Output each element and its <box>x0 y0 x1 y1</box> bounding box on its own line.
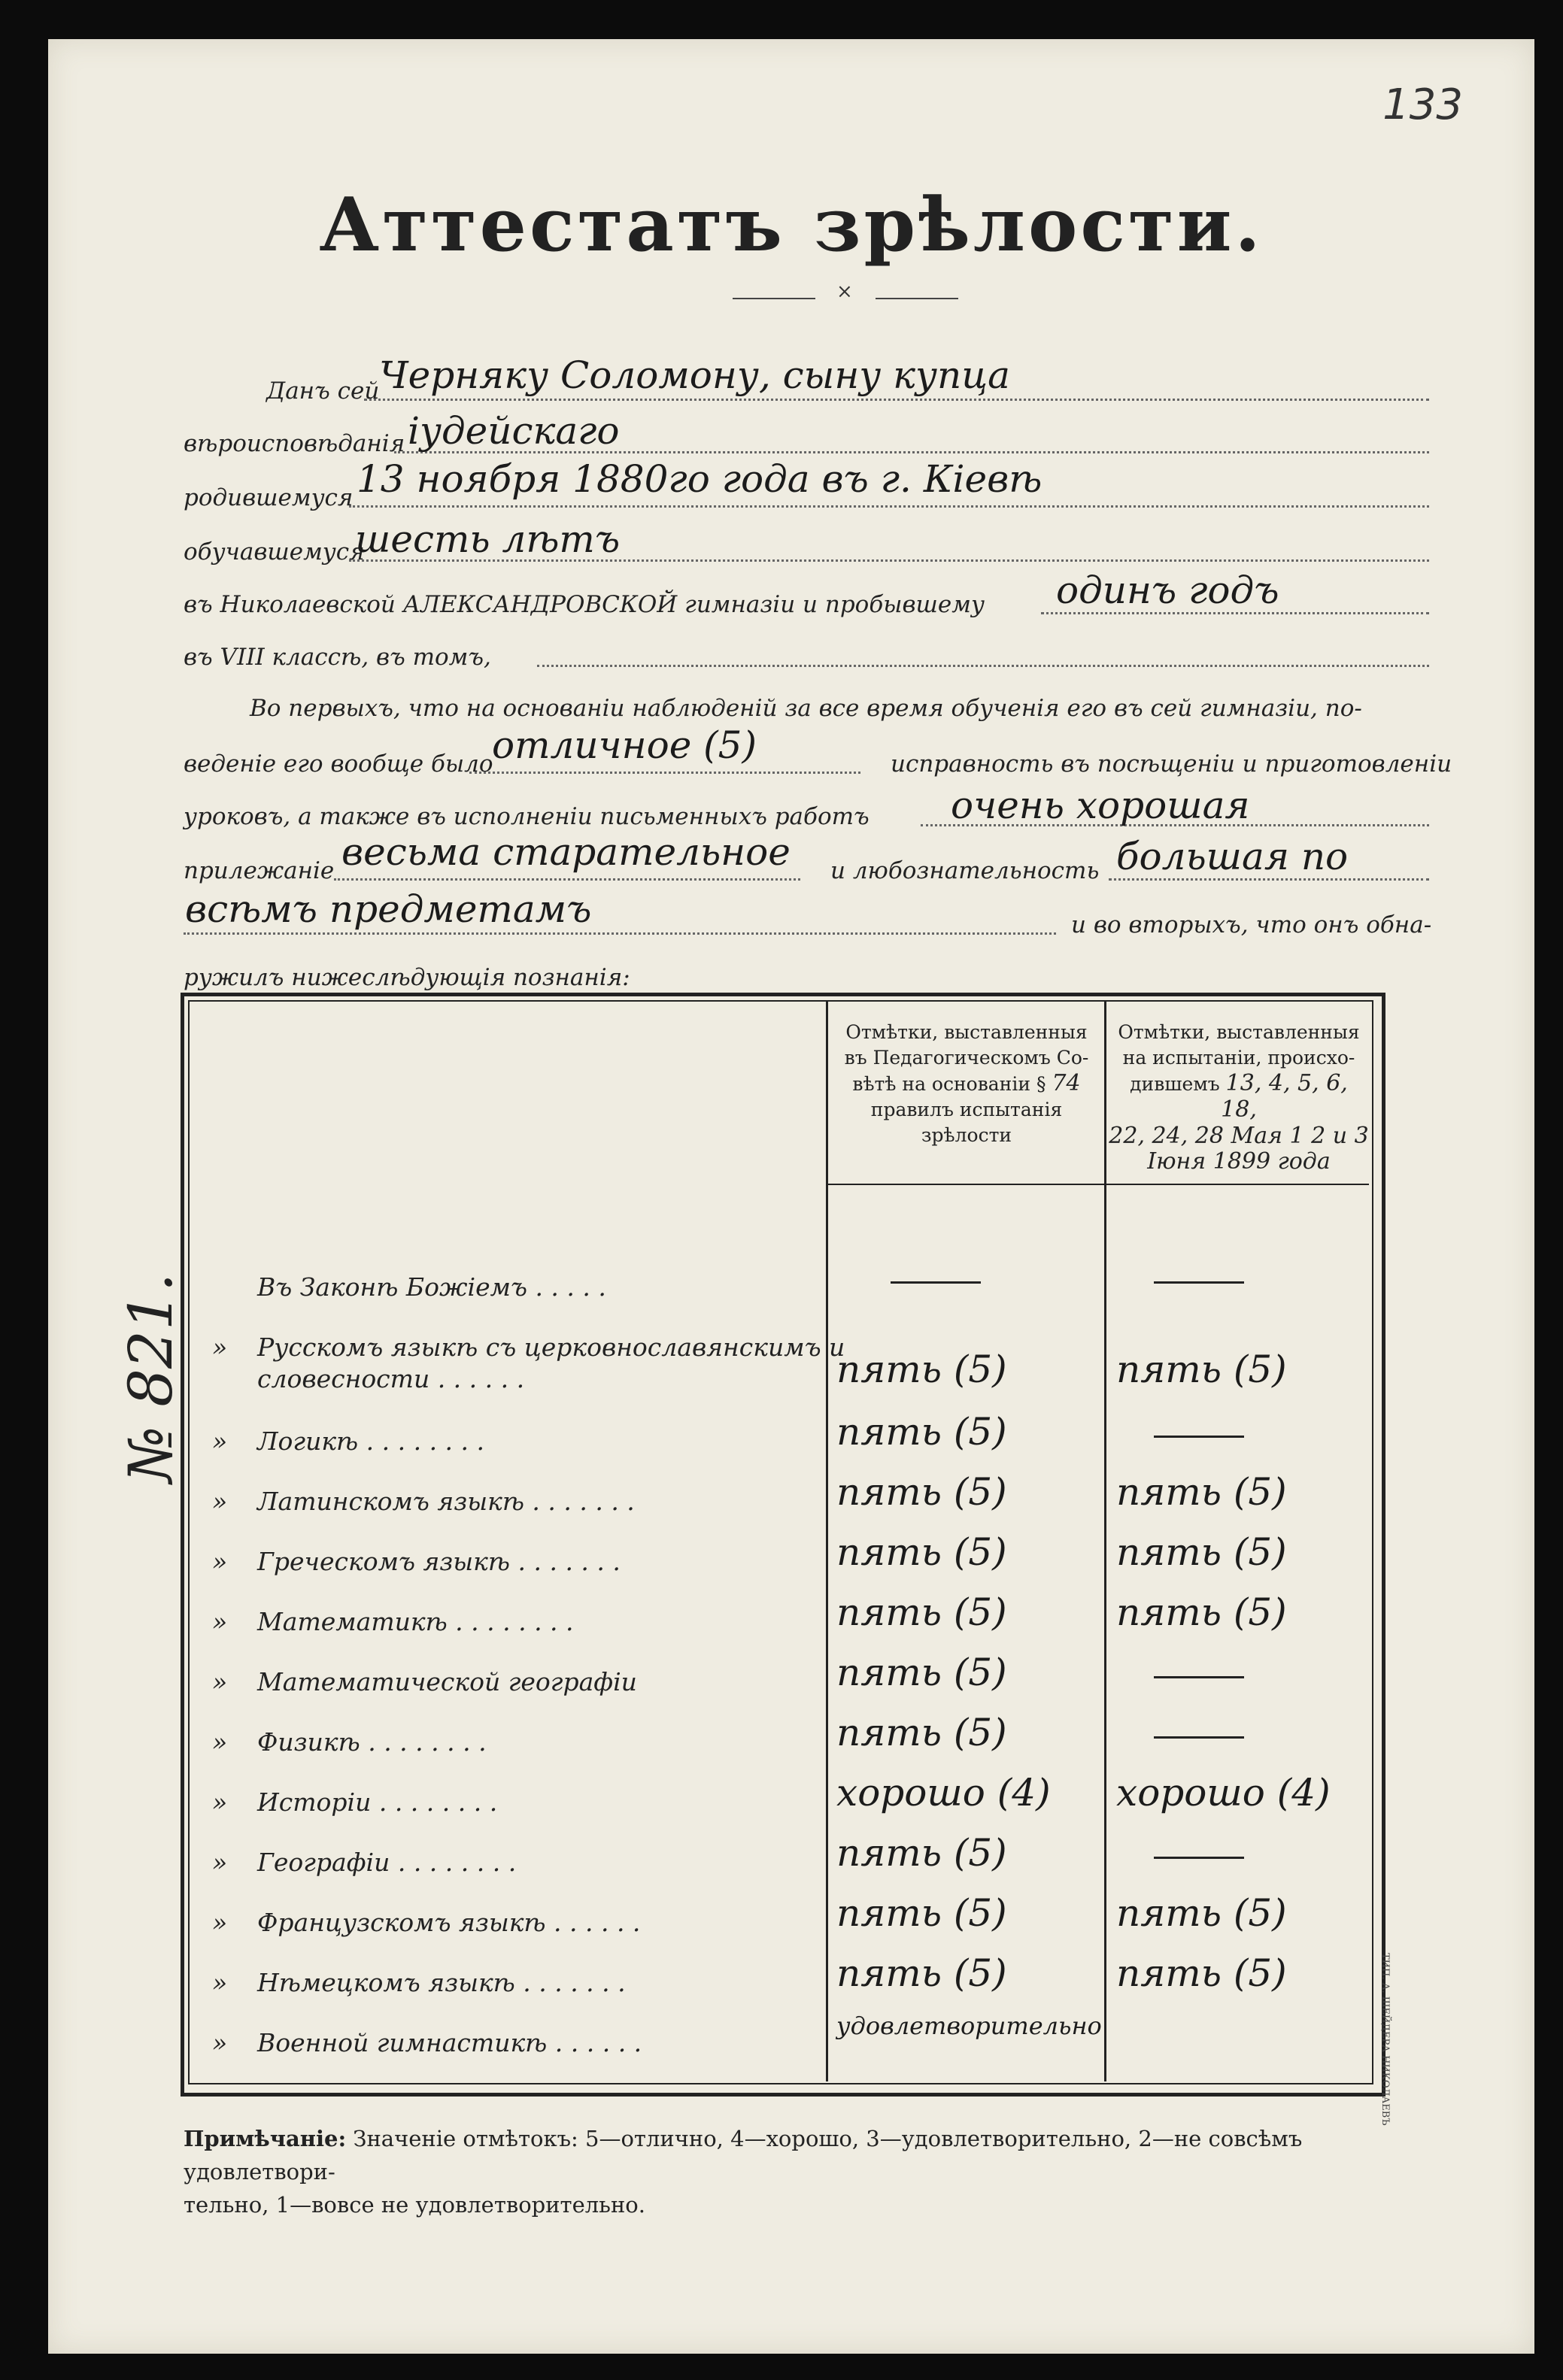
ditto-mark: » <box>212 1332 228 1362</box>
subject-name: Исторіи . . . . . . . . <box>257 1787 498 1817</box>
title-ornament <box>733 280 958 306</box>
subject-label <box>212 2028 642 2057</box>
exam-mark: пять (5) <box>1116 1348 1287 1391</box>
exam-mark-dash <box>1154 1736 1244 1739</box>
exam-dates-hand: 13, 4, 5, 6, 18, <box>1221 1070 1348 1123</box>
curiosity-grade-cont: всѣмъ предметамъ <box>185 887 592 931</box>
subject-name: Латинскомъ языкѣ . . . . . . . <box>257 1487 635 1516</box>
header-col3-line: на испытаніи, происхо- <box>1122 1047 1355 1069</box>
exam-mark: пять (5) <box>1116 1590 1287 1634</box>
header-col2-line: въ Педагогическомъ Со- <box>844 1047 1089 1069</box>
printer-imprint: ТИП. А. ШЕЙДЕРА НИКОЛАЕВЪ <box>1379 1953 1391 2126</box>
ditto-mark: » <box>212 1968 228 1997</box>
conduct-grade: отличное (5) <box>492 723 757 767</box>
field-value-years: шесть лѣтъ <box>355 517 621 561</box>
council-mark-dash <box>891 1281 981 1284</box>
field-value-birth: 13 ноября 1880го года въ г. Кіевѣ <box>357 457 1043 501</box>
fill-conduct <box>469 772 860 774</box>
field-value-name: Черняку Соломону, сыну купца <box>379 353 1010 397</box>
field-label-studied: обучавшемуся <box>184 538 365 565</box>
fill-diligence <box>334 878 800 881</box>
field-label-given: Данъ сей <box>266 377 380 405</box>
subject-label <box>212 1848 516 1877</box>
ditto-mark: » <box>212 2028 228 2057</box>
subject-name: Географіи . . . . . . . . <box>257 1848 517 1877</box>
fill-line-3 <box>349 505 1429 508</box>
field-label-religion: вѣроисповѣданія <box>184 430 405 457</box>
header-col2-line: вѣтѣ на основаніи § 74 <box>852 1070 1081 1096</box>
grading-note <box>184 2122 1432 2221</box>
curiosity-grade: большая по <box>1116 835 1349 878</box>
paragraph-line-3a: уроковъ, а также въ исполненіи письменныхъ работъ <box>184 803 870 830</box>
subject-label <box>212 1332 845 1362</box>
ditto-mark: » <box>212 1667 228 1696</box>
exam-mark: пять (5) <box>1116 1470 1287 1514</box>
council-mark: пять (5) <box>836 1651 1007 1694</box>
paragraph-line-2a: веденіе его вообще было <box>184 750 493 778</box>
subject-label <box>212 1727 487 1757</box>
subject-name: Русскомъ языкѣ съ церковнославянскимъ и <box>257 1332 845 1362</box>
council-mark: пять (5) <box>836 1711 1007 1754</box>
field-value-religion: іудейскаго <box>408 409 620 453</box>
paragraph-line-1: Во первыхъ, что на основаніи наблюденій за все время обученія его въ сей гимназіи, по- <box>250 695 1362 722</box>
ditto-mark: » <box>212 1787 228 1817</box>
registration-number: № 821. <box>116 1272 186 1483</box>
subject-label <box>212 1908 640 1937</box>
note-text: Значеніе отмѣтокъ: 5—отлично, 4—хорошо, 3—удовлетворительно, 2—не совсѣмъ удовлетвори- <box>184 2126 1303 2184</box>
fill-line-5 <box>1041 612 1429 614</box>
exam-mark: хорошо (4) <box>1116 1771 1331 1815</box>
council-mark: пять (5) <box>836 1348 1007 1391</box>
ditto-mark: » <box>212 1426 228 1456</box>
exam-mark-dash <box>1154 1281 1244 1284</box>
header-col3-line: дившемъ 13, 4, 5, 6, 18, <box>1130 1070 1348 1123</box>
subject-name: Математикѣ . . . . . . . . <box>257 1607 574 1636</box>
subject-label <box>212 1487 635 1516</box>
council-mark: удовлетворительно <box>836 2012 1102 2040</box>
fill-line-1 <box>364 399 1429 401</box>
subject-label <box>212 1426 484 1456</box>
paragraph-line-2b: исправность въ посѣщеніи и приготовленіи <box>891 750 1452 778</box>
council-mark: пять (5) <box>836 1951 1007 1995</box>
paragraph-line-5b: и во вторыхъ, что онъ обна- <box>1071 911 1432 938</box>
exam-mark: пять (5) <box>1116 1530 1287 1574</box>
header-col3-line: Отмѣтки, выставленныя <box>1118 1021 1360 1043</box>
header-col2-line: зрѣлости <box>921 1124 1012 1146</box>
subject-name: Логикѣ . . . . . . . . <box>257 1426 484 1456</box>
ditto-mark: » <box>212 1848 228 1877</box>
council-mark: пять (5) <box>836 1530 1007 1574</box>
header-col2-line: Отмѣтки, выставленныя <box>845 1021 1088 1043</box>
header-council-marks <box>830 1020 1103 1148</box>
subject-label <box>212 1968 626 1997</box>
paragraph-number-hand: 74 <box>1052 1070 1081 1096</box>
council-mark: пять (5) <box>836 1590 1007 1634</box>
diligence-grade: весьма старательное <box>341 830 791 874</box>
council-mark: пять (5) <box>836 1410 1007 1454</box>
header-exam-marks <box>1109 1020 1369 1175</box>
subject-name: Французскомъ языкѣ . . . . . . <box>257 1908 641 1937</box>
subject-name: Математической географіи <box>257 1667 637 1696</box>
certificate-sheet <box>48 39 1534 2354</box>
ditto-mark: » <box>212 1908 228 1937</box>
exam-mark: пять (5) <box>1116 1891 1287 1935</box>
subject-name-cont: словесности . . . . . . <box>257 1364 525 1393</box>
written-work-grade: очень хорошая <box>951 784 1250 827</box>
subject-label <box>212 1607 574 1636</box>
subject-name: Нѣмецкомъ языкѣ . . . . . . . <box>257 1968 626 1997</box>
page-number: 133 <box>1382 80 1463 129</box>
ditto-mark: » <box>212 1487 228 1516</box>
paragraph-line-4a: прилежаніе <box>184 857 335 884</box>
council-mark: хорошо (4) <box>836 1771 1051 1815</box>
subject-name: Греческомъ языкѣ . . . . . . . <box>257 1547 621 1576</box>
exam-dates-hand: Іюня 1899 года <box>1147 1148 1331 1175</box>
subject-name: Въ Законѣ Божіемъ . . . . . <box>257 1272 606 1302</box>
council-mark: пять (5) <box>836 1891 1007 1935</box>
exam-mark: пять (5) <box>1116 1951 1287 1995</box>
subject-label <box>212 1667 637 1696</box>
subject-name: Военной гимнастикѣ . . . . . . <box>257 2028 642 2057</box>
exam-mark-dash <box>1154 1436 1244 1438</box>
paragraph-line-4b: и любознательность <box>830 857 1100 884</box>
fill-line-6 <box>537 665 1429 667</box>
field-label-gymnasium: въ Николаевской АЛЕКСАНДРОВСКОЙ гимназіи и пробывшему <box>184 591 985 618</box>
field-value-year-count: одинъ годъ <box>1056 568 1279 612</box>
note-heading: Примѣчаніе: <box>184 2126 347 2151</box>
paragraph-line-6: ружилъ нижеслѣдующія познанія: <box>184 964 630 991</box>
field-label-born: родившемуся <box>184 484 354 511</box>
exam-dates-hand: 22, 24, 28 Мая 1 2 и 3 <box>1109 1123 1369 1149</box>
grading-note-line-1 <box>184 2122 1432 2188</box>
exam-mark-dash <box>1154 1676 1244 1678</box>
ornament-cross: × <box>836 280 853 303</box>
ditto-mark: » <box>212 1607 228 1636</box>
header-divider <box>827 1184 1369 1185</box>
exam-mark-dash <box>1154 1857 1244 1859</box>
subject-label <box>212 1547 621 1576</box>
document-title: Аттестатъ зрѣлости. <box>319 182 1264 268</box>
ditto-mark: » <box>212 1547 228 1576</box>
column-divider-2 <box>1104 1002 1106 2081</box>
subject-name: Физикѣ . . . . . . . . <box>257 1727 487 1757</box>
fill-curiosity <box>1109 878 1429 881</box>
subject-label <box>212 1272 606 1302</box>
header-col2-line: правилъ испытанія <box>870 1099 1063 1120</box>
ditto-mark: » <box>212 1727 228 1757</box>
council-mark: пять (5) <box>836 1831 1007 1875</box>
field-label-class: въ VIII классѣ, въ томъ, <box>184 644 491 671</box>
subject-label <box>212 1787 497 1817</box>
fill-curiosity-cont <box>184 932 1056 935</box>
column-divider-1 <box>826 1002 828 2081</box>
council-mark: пять (5) <box>836 1470 1007 1514</box>
grading-note-line-2: тельно, 1—вовсе не удовлетворительно. <box>184 2192 645 2218</box>
